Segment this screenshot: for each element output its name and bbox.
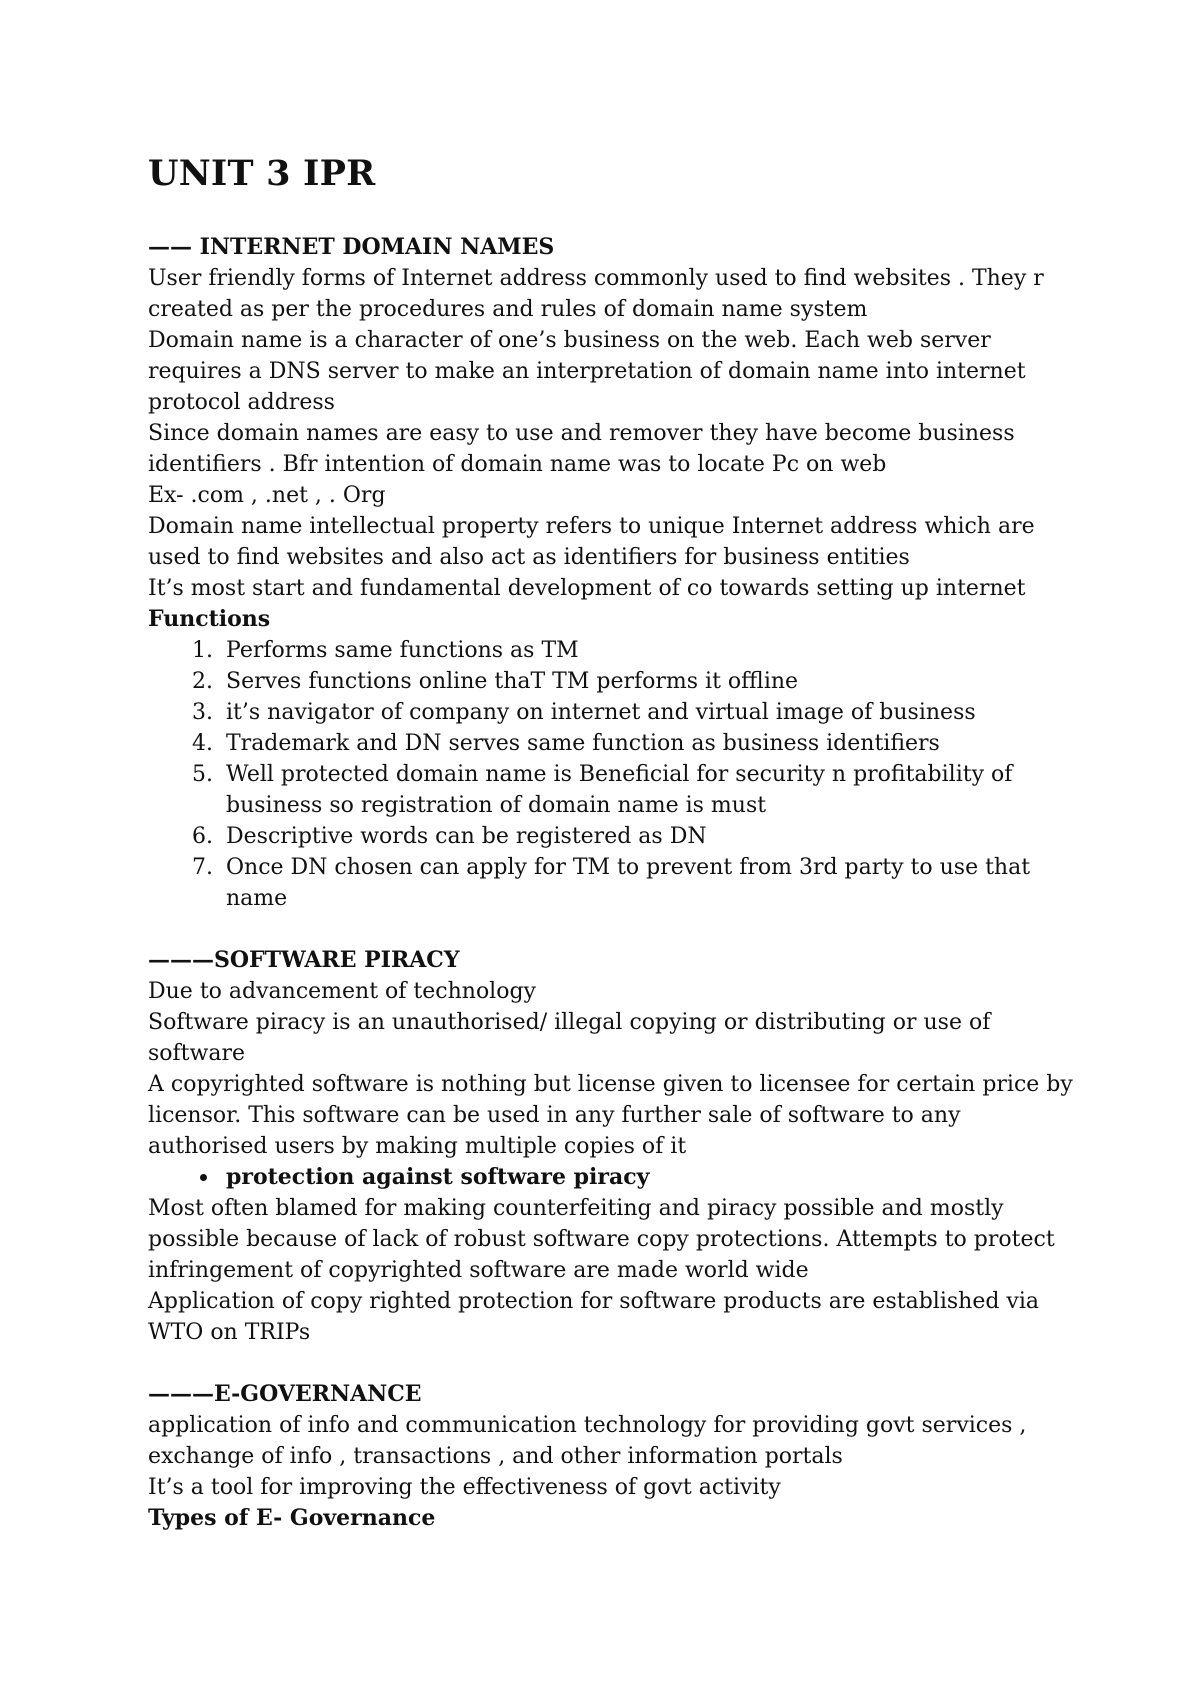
bullet-list [148, 1162, 1078, 1193]
paragraph: It’s a tool for improving the effectiveness of govt activity [148, 1475, 781, 1500]
paragraph: application of info and communication technology for providing govt services , exchange of info , transactions , and other information portals [148, 1413, 1027, 1469]
section-heading-software-piracy: ———SOFTWARE PIRACY [148, 947, 460, 973]
section-spacer [148, 914, 1078, 945]
list-item: 6. Descriptive words can be registered as DN [220, 821, 1078, 852]
section-heading-e-governance: ———E-GOVERNANCE [148, 1381, 422, 1407]
paragraph: A copyrighted software is nothing but license given to licensee for certain price by licensor. This software can be used in any further sale of software to any authorised users by making multiple copies of it [148, 1072, 1073, 1159]
list-item: 2. Serves functions online thaT TM performs it offline [220, 666, 1078, 697]
paragraph: It’s most start and fundamental development of co towards setting up internet [148, 576, 1026, 601]
list-item: 4. Trademark and DN serves same function as business identifiers [220, 728, 1078, 759]
paragraph: Domain name is a character of one’s business on the web. Each web server requires a DNS server to make an interpretation of domain name into internet protocol address [148, 328, 1026, 415]
paragraph: Application of copy righted protection for software products are established via WTO on TRIPs [148, 1289, 1039, 1345]
paragraph: Most often blamed for making counterfeiting and piracy possible and mostly possible because of lack of robust software copy protections. Attempts to protect infringement of copyrighted software are made world wide [148, 1196, 1055, 1283]
functions-list [148, 635, 1078, 914]
section-heading-internet-domain-names: —— INTERNET DOMAIN NAMES [148, 234, 555, 260]
functions-label: Functions [148, 606, 271, 632]
section-spacer [148, 1348, 1078, 1379]
list-item: 1. Performs same functions as TM [220, 635, 1078, 666]
page-title: UNIT 3 IPR [148, 153, 376, 194]
document-page [148, 150, 1078, 1534]
bullet-item: • protection against software piracy [220, 1162, 1078, 1193]
paragraph: Since domain names are easy to use and remover they have become business identifiers . Bfr intention of domain name was to locate Pc on web [148, 421, 1015, 477]
list-item: 3. it’s navigator of company on internet and virtual image of business [220, 697, 1078, 728]
paragraph: Domain name intellectual property refers to unique Internet address which are used to find websites and also act as identifiers for business entities [148, 514, 1035, 570]
list-item: 5. Well protected domain name is Beneficial for security n profitability of business so registration of domain name is must [220, 759, 1078, 821]
paragraph: Software piracy is an unauthorised/ illegal copying or distributing or use of software [148, 1010, 991, 1066]
paragraph: User friendly forms of Internet address commonly used to find websites . They r created as per the procedures and rules of domain name system [148, 266, 1044, 322]
paragraph: Due to advancement of technology [148, 979, 536, 1004]
list-item: 7. Once DN chosen can apply for TM to prevent from 3rd party to use that name [220, 852, 1078, 914]
types-label: Types of E- Governance [148, 1505, 436, 1531]
paragraph: Ex- .com , .net , . Org [148, 483, 386, 508]
